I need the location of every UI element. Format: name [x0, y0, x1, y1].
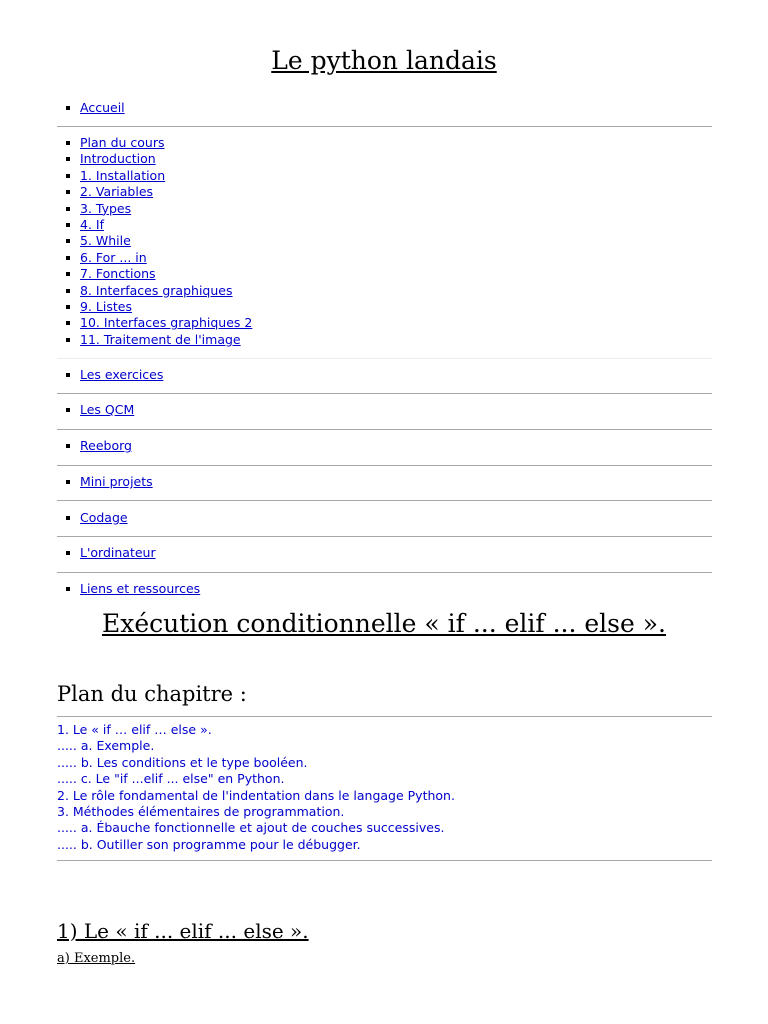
nav-item: [57, 332, 712, 348]
nav-item: [57, 100, 712, 116]
plan-item[interactable]: ..... c. Le "if ...elif ... else" en Python.: [57, 771, 285, 787]
plan-item[interactable]: ..... b. Les conditions et le type booléen.: [57, 754, 308, 770]
nav-link-interfaces-graphiques-2[interactable]: 10. Interfaces graphiques 2: [80, 315, 253, 331]
nav-section: [57, 510, 712, 526]
nav-divider: [57, 465, 712, 466]
nav-item: [57, 233, 712, 249]
nav-link-installation[interactable]: 1. Installation: [80, 167, 166, 183]
nav-item: [57, 581, 712, 597]
plan-item[interactable]: ..... a. Exemple.: [57, 738, 155, 754]
nav-link-variables[interactable]: 2. Variables: [80, 184, 154, 200]
plan-item[interactable]: 3. Méthodes élémentaires de programmation.: [57, 804, 345, 820]
nav-link-listes[interactable]: 9. Listes: [80, 299, 132, 315]
nav-course: [57, 135, 712, 348]
nav-item: [57, 266, 712, 282]
site-title: Le python landais: [271, 46, 497, 75]
plan-item[interactable]: ..... a. Ébauche fonctionnelle et ajout de couches successives.: [57, 820, 445, 836]
nav-divider: [57, 429, 712, 430]
nav-item: [57, 367, 712, 383]
nav-item: [57, 299, 712, 315]
nav-section: [57, 545, 712, 561]
nav-item: [57, 168, 712, 184]
plan-list: [57, 722, 712, 853]
plan-divider: [57, 860, 712, 861]
nav-link-mini-projets[interactable]: Mini projets: [80, 474, 153, 489]
nav-link-interfaces-graphiques[interactable]: 8. Interfaces graphiques: [80, 282, 233, 298]
nav-divider: [57, 358, 712, 359]
nav-link-reeborg[interactable]: Reeborg: [80, 438, 132, 453]
plan-heading: Plan du chapitre :: [57, 682, 247, 706]
nav-section: [57, 402, 712, 418]
nav-divider: [57, 393, 712, 394]
nav-item: [57, 283, 712, 299]
plan-item[interactable]: ..... b. Outiller son programme pour le débugger.: [57, 836, 361, 852]
nav-link-introduction[interactable]: Introduction: [80, 151, 156, 167]
nav-section: [57, 438, 712, 454]
nav-item: [57, 217, 712, 233]
subsection-heading: a) Exemple.: [57, 951, 136, 966]
plan-item[interactable]: 2. Le rôle fondamental de l'indentation dans le langage Python.: [57, 787, 455, 803]
nav-section: [57, 367, 712, 383]
nav-link-codage[interactable]: Codage: [80, 510, 128, 525]
nav-item: [57, 135, 712, 151]
nav-divider: [57, 500, 712, 501]
plan-divider: [57, 716, 712, 717]
nav-link-while[interactable]: 5. While: [80, 233, 131, 249]
nav-link-for-in[interactable]: 6. For ... in: [80, 249, 147, 265]
nav-divider: [57, 536, 712, 537]
nav-divider: [57, 572, 712, 573]
nav-link-fonctions[interactable]: 7. Fonctions: [80, 266, 156, 282]
nav-item: [57, 201, 712, 217]
nav-item: [57, 474, 712, 490]
nav-item: [57, 184, 712, 200]
nav-link-liens-ressources[interactable]: Liens et ressources: [80, 581, 201, 596]
nav-item: [57, 151, 712, 167]
nav-item: [57, 250, 712, 266]
section-heading: 1) Le « if ... elif ... else ».: [57, 919, 309, 943]
nav-item: [57, 510, 712, 526]
nav-link-if[interactable]: 4. If: [80, 217, 104, 233]
nav-link-accueil[interactable]: Accueil: [80, 100, 125, 115]
nav-item: [57, 315, 712, 331]
nav-item: [57, 438, 712, 454]
nav-link-ordinateur[interactable]: L'ordinateur: [80, 545, 156, 560]
nav-link-types[interactable]: 3. Types: [80, 200, 132, 216]
nav-link-exercices[interactable]: Les exercices: [80, 367, 164, 382]
chapter-title: Exécution conditionnelle « if ... elif ... else ».: [102, 609, 666, 638]
nav-item: [57, 402, 712, 418]
nav-section: [57, 474, 712, 490]
plan-item[interactable]: 1. Le « if … elif … else ».: [57, 722, 212, 737]
nav-link-traitement-image[interactable]: 11. Traitement de l'image: [80, 331, 241, 347]
nav-divider: [57, 126, 712, 127]
nav-link-qcm[interactable]: Les QCM: [80, 402, 135, 417]
nav-section: [57, 581, 712, 597]
nav-home: [57, 100, 712, 116]
nav-item: [57, 545, 712, 561]
nav-link-plan-du-cours[interactable]: Plan du cours: [80, 135, 165, 150]
